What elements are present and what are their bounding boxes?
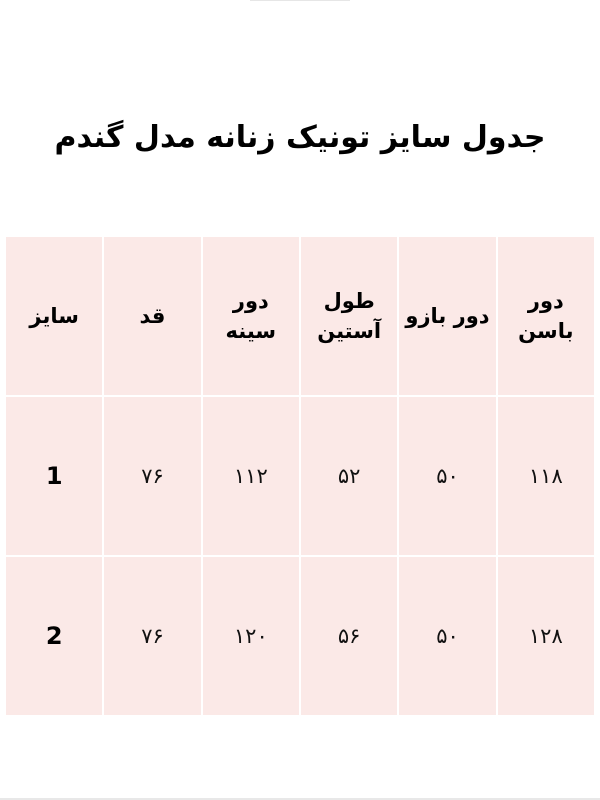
sleeve-value: ۵۲ [300,396,398,556]
header-arm-label: دور بازو [405,304,490,328]
top-divider [250,0,350,1]
table-row [5,556,595,716]
header-hip-label-line1: دور [527,289,564,313]
header-sleeve-label-line1: طول [323,289,375,313]
header-arm [398,236,496,396]
header-hip-label-line2: باسن [518,319,574,343]
header-size [5,236,103,396]
header-height [103,236,201,396]
height-value: ۷۶ [103,396,201,556]
chest-value: ۱۲۰ [202,556,300,716]
page-title: جدول سایز تونیک زنانه مدل گندم [54,120,546,156]
chest-value: ۱۱۲ [202,396,300,556]
header-sleeve-label-line2: آستین [317,319,382,343]
header-chest [202,236,300,396]
size-value: 1 [5,396,103,556]
arm-value: ۵۰ [398,556,496,716]
hip-value: ۱۲۸ [497,556,595,716]
size-value: 2 [5,556,103,716]
hip-value: ۱۱۸ [497,396,595,556]
table-header-row [5,236,595,396]
sleeve-value: ۵۶ [300,556,398,716]
header-size-label: سایز [29,304,79,328]
size-table [4,235,596,717]
header-hip [497,236,595,396]
header-sleeve [300,236,398,396]
header-chest-label-line2: سینه [225,319,277,343]
table-row [5,396,595,556]
arm-value: ۵۰ [398,396,496,556]
height-value: ۷۶ [103,556,201,716]
header-height-label: قد [139,304,166,328]
header-chest-label-line1: دور [232,289,269,313]
